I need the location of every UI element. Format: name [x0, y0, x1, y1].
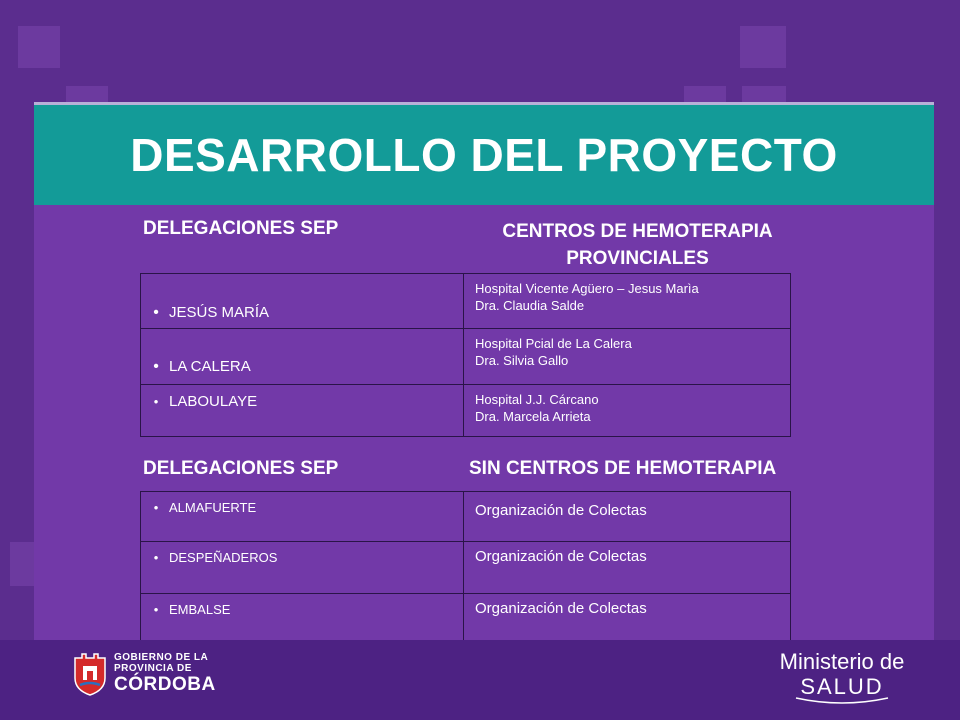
center-name: Hospital Pcial de La Calera [475, 336, 632, 351]
action-text: Organización de Colectas [475, 600, 647, 617]
section1-header-right-line2: PROVINCIALES [566, 248, 709, 269]
bullet-icon: • [153, 394, 159, 409]
center-info [464, 385, 790, 425]
delegation-label [143, 602, 230, 617]
section1-header-right [440, 218, 835, 272]
table-row [141, 274, 791, 329]
delegation-cell [141, 385, 464, 437]
delegation-label [143, 393, 257, 411]
center-doctor: Dra. Claudia Salde [475, 298, 585, 313]
action-cell [464, 542, 791, 594]
delegation-cell [141, 274, 464, 329]
cordoba-coat-of-arms-icon [72, 652, 108, 696]
ministry-line2: SALUD [800, 674, 884, 699]
section2-header-left: DELEGACIONES SEP [143, 458, 339, 479]
delegation-label [143, 304, 269, 322]
table-row [141, 542, 791, 594]
delegation-cell [141, 594, 464, 641]
gov-line2: PROVINCIA DE [114, 663, 192, 674]
ministry-swoosh-icon [792, 694, 892, 708]
section2-header-right: SIN CENTROS DE HEMOTERAPIA [469, 458, 777, 479]
delegation-name: ALMAFUERTE [169, 500, 257, 515]
bg-square [18, 26, 60, 68]
center-doctor: Dra. Silvia Gallo [475, 353, 569, 368]
bullet-icon: • [153, 358, 159, 375]
bg-square [740, 26, 786, 68]
action-cell [464, 594, 791, 641]
center-name: Hospital Vicente Agüero – Jesus Marìa [475, 281, 699, 296]
center-info [464, 274, 790, 314]
delegation-label [143, 550, 277, 565]
section1-header-right-line1: CENTROS DE HEMOTERAPIA [502, 221, 773, 242]
delegation-name: DESPEÑADEROS [169, 550, 278, 565]
table-row [141, 329, 791, 385]
center-cell [464, 274, 791, 329]
gov-line1: GOBIERNO DE LA [114, 652, 209, 663]
delegation-name: EMBALSE [169, 602, 231, 617]
delegation-cell [141, 329, 464, 385]
delegation-name: JESÚS MARÍA [169, 304, 270, 321]
ministry-logo-text [772, 650, 912, 700]
bullet-icon: • [153, 500, 159, 515]
center-name: Hospital J.J. Cárcano [475, 392, 599, 407]
delegation-name: LA CALERA [169, 358, 251, 375]
action-cell [464, 492, 791, 542]
bullet-icon: • [153, 602, 159, 617]
center-info [464, 329, 790, 369]
delegation-name: LABOULAYE [169, 393, 258, 410]
collections-table [140, 491, 791, 641]
page-title: DESARROLLO DEL PROYECTO [130, 129, 838, 181]
bullet-icon: • [153, 550, 159, 565]
center-doctor: Dra. Marcela Arrieta [475, 409, 591, 424]
delegation-cell [141, 542, 464, 594]
ministry-line1: Ministerio de [779, 649, 905, 674]
delegation-cell [141, 492, 464, 542]
gov-line3: CÓRDOBA [114, 674, 216, 695]
table-row [141, 594, 791, 641]
action-text: Organización de Colectas [475, 502, 647, 519]
action-text: Organización de Colectas [475, 548, 647, 565]
title-bar [34, 102, 934, 205]
hemotherapy-centers-table [140, 273, 791, 437]
government-logo-text [114, 652, 216, 696]
bullet-icon: • [153, 304, 159, 321]
delegation-label [143, 500, 256, 515]
delegation-label [143, 358, 251, 376]
table-row [141, 492, 791, 542]
table-row [141, 385, 791, 437]
center-cell [464, 329, 791, 385]
section1-header-left: DELEGACIONES SEP [143, 218, 339, 239]
center-cell [464, 385, 791, 437]
